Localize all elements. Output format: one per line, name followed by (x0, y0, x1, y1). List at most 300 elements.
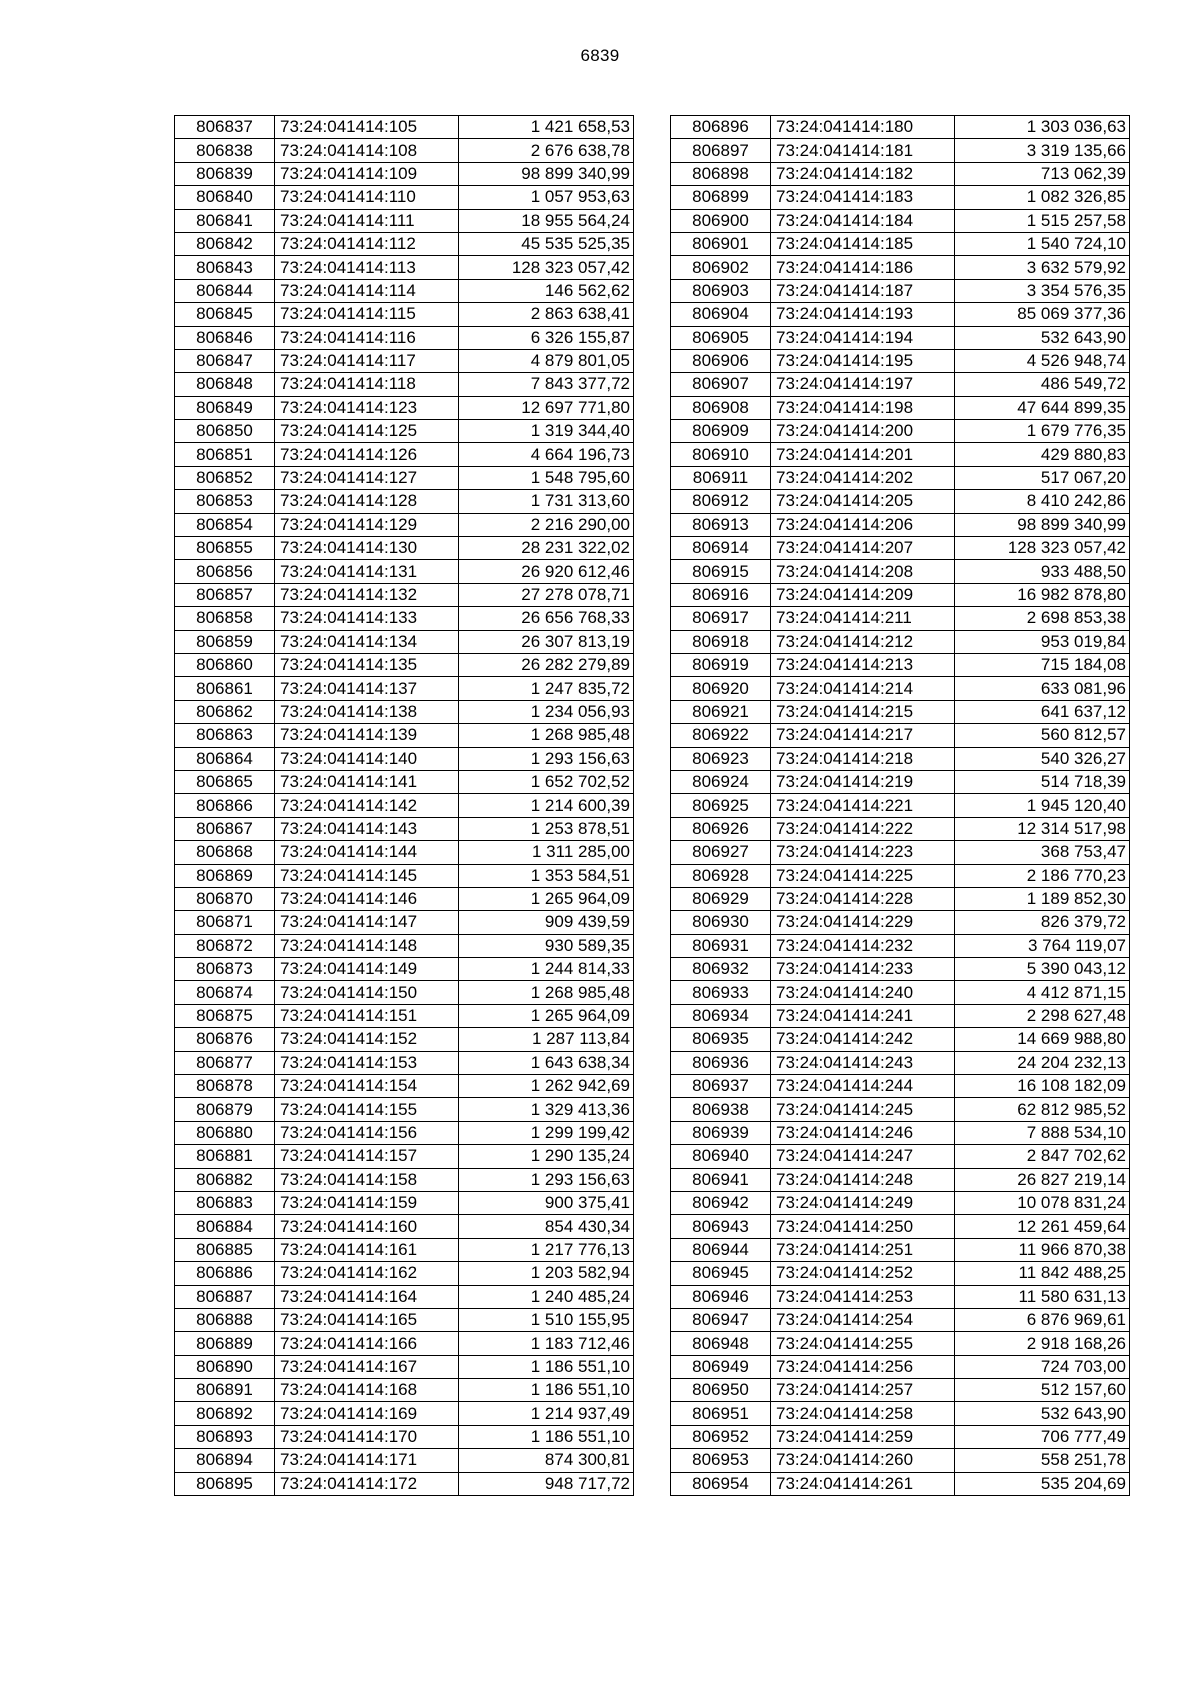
row-number-cell: 806941 (671, 1168, 771, 1191)
row-number-cell: 806878 (175, 1075, 275, 1098)
table-row (175, 630, 634, 653)
value-cell: 1 247 835,72 (459, 677, 634, 700)
value-cell: 2 863 638,41 (459, 303, 634, 326)
cadastral-number-cell: 73:24:041414:149 (275, 958, 459, 981)
table-row (175, 116, 634, 139)
table-row (175, 817, 634, 840)
table-row (175, 1449, 634, 1472)
row-number-cell: 806882 (175, 1168, 275, 1191)
cadastral-number-cell: 73:24:041414:134 (275, 630, 459, 653)
row-number-cell: 806889 (175, 1332, 275, 1355)
table-row (175, 303, 634, 326)
row-number-cell: 806930 (671, 911, 771, 934)
cadastral-number-cell: 73:24:041414:152 (275, 1028, 459, 1051)
cadastral-number-cell: 73:24:041414:147 (275, 911, 459, 934)
row-number-cell: 806838 (175, 139, 275, 162)
cadastral-number-cell: 73:24:041414:250 (771, 1215, 955, 1238)
value-cell: 18 955 564,24 (459, 209, 634, 232)
value-cell: 558 251,78 (955, 1449, 1130, 1472)
table-row (175, 677, 634, 700)
value-cell: 486 549,72 (955, 373, 1130, 396)
row-number-cell: 806895 (175, 1472, 275, 1495)
value-cell: 633 081,96 (955, 677, 1130, 700)
table-row (671, 1379, 1130, 1402)
table-row (671, 116, 1130, 139)
row-number-cell: 806912 (671, 490, 771, 513)
row-number-cell: 806865 (175, 770, 275, 793)
value-cell: 6 326 155,87 (459, 326, 634, 349)
table-row (671, 139, 1130, 162)
table-row (175, 1098, 634, 1121)
table-row (671, 349, 1130, 372)
row-number-cell: 806926 (671, 817, 771, 840)
cadastral-number-cell: 73:24:041414:141 (275, 770, 459, 793)
row-number-cell: 806946 (671, 1285, 771, 1308)
value-cell: 1 186 551,10 (459, 1379, 634, 1402)
row-number-cell: 806914 (671, 537, 771, 560)
value-cell: 1 186 551,10 (459, 1425, 634, 1448)
value-cell: 1 540 724,10 (955, 232, 1130, 255)
table-row (671, 1472, 1130, 1495)
row-number-cell: 806845 (175, 303, 275, 326)
cadastral-number-cell: 73:24:041414:206 (771, 513, 955, 536)
value-cell: 98 899 340,99 (459, 162, 634, 185)
value-cell: 128 323 057,42 (955, 537, 1130, 560)
cadastral-number-cell: 73:24:041414:249 (771, 1191, 955, 1214)
cadastral-number-cell: 73:24:041414:194 (771, 326, 955, 349)
table-row (175, 958, 634, 981)
cadastral-number-cell: 73:24:041414:169 (275, 1402, 459, 1425)
row-number-cell: 806937 (671, 1075, 771, 1098)
cadastral-number-cell: 73:24:041414:139 (275, 724, 459, 747)
row-number-cell: 806892 (175, 1402, 275, 1425)
table-row (175, 279, 634, 302)
cadastral-number-cell: 73:24:041414:217 (771, 724, 955, 747)
table-row (175, 1121, 634, 1144)
value-cell: 98 899 340,99 (955, 513, 1130, 536)
value-cell: 2 676 638,78 (459, 139, 634, 162)
table-row (175, 162, 634, 185)
row-number-cell: 806887 (175, 1285, 275, 1308)
table-row (175, 700, 634, 723)
cadastral-number-cell: 73:24:041414:135 (275, 653, 459, 676)
value-cell: 560 812,57 (955, 724, 1130, 747)
cadastral-number-cell: 73:24:041414:197 (771, 373, 955, 396)
row-number-cell: 806940 (671, 1145, 771, 1168)
cadastral-number-cell: 73:24:041414:172 (275, 1472, 459, 1495)
cadastral-number-cell: 73:24:041414:252 (771, 1262, 955, 1285)
value-cell: 1 515 257,58 (955, 209, 1130, 232)
table-row (671, 677, 1130, 700)
table-row (671, 1075, 1130, 1098)
value-cell: 1 353 584,51 (459, 864, 634, 887)
cadastral-number-cell: 73:24:041414:182 (771, 162, 955, 185)
value-cell: 1 189 852,30 (955, 887, 1130, 910)
row-number-cell: 806863 (175, 724, 275, 747)
table-row (175, 209, 634, 232)
cadastral-number-cell: 73:24:041414:183 (771, 186, 955, 209)
table-row (671, 1051, 1130, 1074)
row-number-cell: 806852 (175, 466, 275, 489)
row-number-cell: 806928 (671, 864, 771, 887)
cadastral-number-cell: 73:24:041414:115 (275, 303, 459, 326)
cadastral-number-cell: 73:24:041414:248 (771, 1168, 955, 1191)
value-cell: 1 262 942,69 (459, 1075, 634, 1098)
row-number-cell: 806920 (671, 677, 771, 700)
row-number-cell: 806841 (175, 209, 275, 232)
cadastral-number-cell: 73:24:041414:129 (275, 513, 459, 536)
value-cell: 514 718,39 (955, 770, 1130, 793)
row-number-cell: 806915 (671, 560, 771, 583)
value-cell: 854 430,34 (459, 1215, 634, 1238)
value-cell: 3 319 135,66 (955, 139, 1130, 162)
row-number-cell: 806840 (175, 186, 275, 209)
value-cell: 1 945 120,40 (955, 794, 1130, 817)
value-cell: 28 231 322,02 (459, 537, 634, 560)
value-cell: 933 488,50 (955, 560, 1130, 583)
table-row (671, 1028, 1130, 1051)
value-cell: 715 184,08 (955, 653, 1130, 676)
row-number-cell: 806894 (175, 1449, 275, 1472)
cadastral-number-cell: 73:24:041414:143 (275, 817, 459, 840)
cadastral-number-cell: 73:24:041414:110 (275, 186, 459, 209)
cadastral-number-cell: 73:24:041414:160 (275, 1215, 459, 1238)
table-row (671, 958, 1130, 981)
cadastral-number-cell: 73:24:041414:255 (771, 1332, 955, 1355)
value-cell: 2 186 770,23 (955, 864, 1130, 887)
value-cell: 2 918 168,26 (955, 1332, 1130, 1355)
value-cell: 1 253 878,51 (459, 817, 634, 840)
value-cell: 12 314 517,98 (955, 817, 1130, 840)
value-cell: 128 323 057,42 (459, 256, 634, 279)
table-row (671, 1098, 1130, 1121)
row-number-cell: 806874 (175, 981, 275, 1004)
value-cell: 1 548 795,60 (459, 466, 634, 489)
table-row (671, 443, 1130, 466)
row-number-cell: 806844 (175, 279, 275, 302)
value-cell: 1 186 551,10 (459, 1355, 634, 1378)
value-cell: 1 240 485,24 (459, 1285, 634, 1308)
cadastral-number-cell: 73:24:041414:233 (771, 958, 955, 981)
table-row (671, 841, 1130, 864)
row-number-cell: 806875 (175, 1004, 275, 1027)
value-cell: 1 203 582,94 (459, 1262, 634, 1285)
value-cell: 14 669 988,80 (955, 1028, 1130, 1051)
cadastral-number-cell: 73:24:041414:137 (275, 677, 459, 700)
table-row (175, 232, 634, 255)
table-row (175, 1332, 634, 1355)
table-row (175, 607, 634, 630)
row-number-cell: 806919 (671, 653, 771, 676)
table-row (671, 607, 1130, 630)
cadastral-number-cell: 73:24:041414:128 (275, 490, 459, 513)
table-row (671, 466, 1130, 489)
value-cell: 146 562,62 (459, 279, 634, 302)
cadastral-number-cell: 73:24:041414:165 (275, 1308, 459, 1331)
row-number-cell: 806837 (175, 116, 275, 139)
cadastral-number-cell: 73:24:041414:245 (771, 1098, 955, 1121)
cadastral-number-cell: 73:24:041414:105 (275, 116, 459, 139)
table-row (175, 1425, 634, 1448)
value-cell: 826 379,72 (955, 911, 1130, 934)
table-row (671, 1238, 1130, 1261)
value-cell: 45 535 525,35 (459, 232, 634, 255)
cadastral-number-cell: 73:24:041414:133 (275, 607, 459, 630)
cadastral-number-cell: 73:24:041414:246 (771, 1121, 955, 1144)
table-row (175, 466, 634, 489)
row-number-cell: 806880 (175, 1121, 275, 1144)
cadastral-number-cell: 73:24:041414:181 (771, 139, 955, 162)
table-row (671, 911, 1130, 934)
table-row (175, 583, 634, 606)
cadastral-number-cell: 73:24:041414:222 (771, 817, 955, 840)
table-row (175, 724, 634, 747)
row-number-cell: 806876 (175, 1028, 275, 1051)
value-cell: 2 298 627,48 (955, 1004, 1130, 1027)
table-row (671, 583, 1130, 606)
value-cell: 10 078 831,24 (955, 1191, 1130, 1214)
cadastral-number-cell: 73:24:041414:132 (275, 583, 459, 606)
value-cell: 1 214 937,49 (459, 1402, 634, 1425)
row-number-cell: 806884 (175, 1215, 275, 1238)
row-number-cell: 806862 (175, 700, 275, 723)
table-row (671, 373, 1130, 396)
value-cell: 641 637,12 (955, 700, 1130, 723)
cadastral-number-cell: 73:24:041414:195 (771, 349, 955, 372)
row-number-cell: 806857 (175, 583, 275, 606)
cadastral-number-cell: 73:24:041414:218 (771, 747, 955, 770)
value-cell: 1 268 985,48 (459, 724, 634, 747)
value-cell: 1 643 638,34 (459, 1051, 634, 1074)
value-cell: 535 204,69 (955, 1472, 1130, 1495)
cadastral-number-cell: 73:24:041414:150 (275, 981, 459, 1004)
cadastral-number-cell: 73:24:041414:159 (275, 1191, 459, 1214)
value-cell: 1 299 199,42 (459, 1121, 634, 1144)
row-number-cell: 806910 (671, 443, 771, 466)
table-row (671, 420, 1130, 443)
row-number-cell: 806855 (175, 537, 275, 560)
value-cell: 1 183 712,46 (459, 1332, 634, 1355)
row-number-cell: 806954 (671, 1472, 771, 1495)
table-row (175, 864, 634, 887)
row-number-cell: 806854 (175, 513, 275, 536)
row-number-cell: 806939 (671, 1121, 771, 1144)
value-cell: 2 216 290,00 (459, 513, 634, 536)
row-number-cell: 806944 (671, 1238, 771, 1261)
table-row (175, 513, 634, 536)
cadastral-number-cell: 73:24:041414:254 (771, 1308, 955, 1331)
row-number-cell: 806951 (671, 1402, 771, 1425)
row-number-cell: 806858 (175, 607, 275, 630)
cadastral-number-cell: 73:24:041414:117 (275, 349, 459, 372)
table-row (175, 1145, 634, 1168)
value-cell: 1 217 776,13 (459, 1238, 634, 1261)
row-number-cell: 806907 (671, 373, 771, 396)
cadastral-number-cell: 73:24:041414:193 (771, 303, 955, 326)
cadastral-number-cell: 73:24:041414:228 (771, 887, 955, 910)
row-number-cell: 806933 (671, 981, 771, 1004)
cadastral-number-cell: 73:24:041414:186 (771, 256, 955, 279)
table-row (671, 303, 1130, 326)
cadastral-number-cell: 73:24:041414:125 (275, 420, 459, 443)
value-cell: 27 278 078,71 (459, 583, 634, 606)
value-cell: 24 204 232,13 (955, 1051, 1130, 1074)
table-row (671, 1121, 1130, 1144)
table-row (175, 349, 634, 372)
value-cell: 953 019,84 (955, 630, 1130, 653)
cadastral-number-cell: 73:24:041414:212 (771, 630, 955, 653)
cadastral-number-cell: 73:24:041414:148 (275, 934, 459, 957)
value-cell: 1 244 814,33 (459, 958, 634, 981)
row-number-cell: 806950 (671, 1379, 771, 1402)
row-number-cell: 806947 (671, 1308, 771, 1331)
cadastral-number-cell: 73:24:041414:200 (771, 420, 955, 443)
table-row (175, 1379, 634, 1402)
row-number-cell: 806891 (175, 1379, 275, 1402)
row-number-cell: 806921 (671, 700, 771, 723)
row-number-cell: 806842 (175, 232, 275, 255)
value-cell: 900 375,41 (459, 1191, 634, 1214)
value-cell: 1 293 156,63 (459, 1168, 634, 1191)
row-number-cell: 806925 (671, 794, 771, 817)
row-number-cell: 806934 (671, 1004, 771, 1027)
row-number-cell: 806899 (671, 186, 771, 209)
table-row (175, 887, 634, 910)
row-number-cell: 806918 (671, 630, 771, 653)
value-cell: 532 643,90 (955, 326, 1130, 349)
cadastral-number-cell: 73:24:041414:130 (275, 537, 459, 560)
page-number: 6839 (580, 46, 620, 65)
cadastral-number-cell: 73:24:041414:247 (771, 1145, 955, 1168)
value-cell: 1 311 285,00 (459, 841, 634, 864)
row-number-cell: 806851 (175, 443, 275, 466)
value-cell: 1 293 156,63 (459, 747, 634, 770)
cadastral-number-cell: 73:24:041414:113 (275, 256, 459, 279)
row-number-cell: 806909 (671, 420, 771, 443)
value-cell: 1 214 600,39 (459, 794, 634, 817)
cadastral-number-cell: 73:24:041414:154 (275, 1075, 459, 1098)
row-number-cell: 806924 (671, 770, 771, 793)
cadastral-number-cell: 73:24:041414:180 (771, 116, 955, 139)
table-row (671, 887, 1130, 910)
cadastral-number-cell: 73:24:041414:219 (771, 770, 955, 793)
value-cell: 4 664 196,73 (459, 443, 634, 466)
value-cell: 1 082 326,85 (955, 186, 1130, 209)
table-row (175, 560, 634, 583)
cadastral-number-cell: 73:24:041414:171 (275, 1449, 459, 1472)
row-number-cell: 806902 (671, 256, 771, 279)
row-number-cell: 806948 (671, 1332, 771, 1355)
row-number-cell: 806846 (175, 326, 275, 349)
cadastral-number-cell: 73:24:041414:256 (771, 1355, 955, 1378)
table-row (175, 396, 634, 419)
value-cell: 26 307 813,19 (459, 630, 634, 653)
value-cell: 2 698 853,38 (955, 607, 1130, 630)
table-row (175, 981, 634, 1004)
value-cell: 7 888 534,10 (955, 1121, 1130, 1144)
value-cell: 948 717,72 (459, 1472, 634, 1495)
value-cell: 62 812 985,52 (955, 1098, 1130, 1121)
table-row (175, 1238, 634, 1261)
row-number-cell: 806859 (175, 630, 275, 653)
value-cell: 1 319 344,40 (459, 420, 634, 443)
table-row (671, 256, 1130, 279)
row-number-cell: 806896 (671, 116, 771, 139)
table-row (175, 326, 634, 349)
cadastral-number-cell: 73:24:041414:166 (275, 1332, 459, 1355)
row-number-cell: 806849 (175, 396, 275, 419)
table-row (175, 139, 634, 162)
row-number-cell: 806901 (671, 232, 771, 255)
table-row (671, 1215, 1130, 1238)
value-cell: 47 644 899,35 (955, 396, 1130, 419)
table-row (671, 1308, 1130, 1331)
value-cell: 532 643,90 (955, 1402, 1130, 1425)
value-cell: 3 764 119,07 (955, 934, 1130, 957)
table-row (671, 1355, 1130, 1378)
row-number-cell: 806916 (671, 583, 771, 606)
row-number-cell: 806839 (175, 162, 275, 185)
value-cell: 4 879 801,05 (459, 349, 634, 372)
value-cell: 1 268 985,48 (459, 981, 634, 1004)
row-number-cell: 806881 (175, 1145, 275, 1168)
table-row (671, 279, 1130, 302)
cadastral-number-cell: 73:24:041414:211 (771, 607, 955, 630)
cadastral-number-cell: 73:24:041414:257 (771, 1379, 955, 1402)
cadastral-number-cell: 73:24:041414:215 (771, 700, 955, 723)
value-cell: 26 282 279,89 (459, 653, 634, 676)
value-cell: 1 265 964,09 (459, 1004, 634, 1027)
value-cell: 4 412 871,15 (955, 981, 1130, 1004)
cadastral-number-cell: 73:24:041414:225 (771, 864, 955, 887)
cadastral-number-cell: 73:24:041414:161 (275, 1238, 459, 1261)
value-cell: 713 062,39 (955, 162, 1130, 185)
table-row (671, 490, 1130, 513)
table-row (671, 817, 1130, 840)
cadastral-number-cell: 73:24:041414:167 (275, 1355, 459, 1378)
table-row (671, 1145, 1130, 1168)
cadastral-number-cell: 73:24:041414:155 (275, 1098, 459, 1121)
table-row (175, 1308, 634, 1331)
table-row (175, 911, 634, 934)
value-cell: 429 880,83 (955, 443, 1130, 466)
table-row (671, 513, 1130, 536)
value-cell: 16 982 878,80 (955, 583, 1130, 606)
row-number-cell: 806898 (671, 162, 771, 185)
table-row (671, 560, 1130, 583)
cadastral-number-cell: 73:24:041414:261 (771, 1472, 955, 1495)
cadastral-number-cell: 73:24:041414:221 (771, 794, 955, 817)
row-number-cell: 806932 (671, 958, 771, 981)
table-row (175, 186, 634, 209)
value-cell: 3 354 576,35 (955, 279, 1130, 302)
row-number-cell: 806900 (671, 209, 771, 232)
value-cell: 368 753,47 (955, 841, 1130, 864)
row-number-cell: 806888 (175, 1308, 275, 1331)
value-cell: 12 697 771,80 (459, 396, 634, 419)
row-number-cell: 806952 (671, 1425, 771, 1448)
value-cell: 1 329 413,36 (459, 1098, 634, 1121)
row-number-cell: 806856 (175, 560, 275, 583)
row-number-cell: 806847 (175, 349, 275, 372)
value-cell: 7 843 377,72 (459, 373, 634, 396)
value-cell: 4 526 948,74 (955, 349, 1130, 372)
cadastral-number-cell: 73:24:041414:168 (275, 1379, 459, 1402)
cadastral-number-cell: 73:24:041414:213 (771, 653, 955, 676)
row-number-cell: 806945 (671, 1262, 771, 1285)
cadastral-number-cell: 73:24:041414:260 (771, 1449, 955, 1472)
row-number-cell: 806879 (175, 1098, 275, 1121)
